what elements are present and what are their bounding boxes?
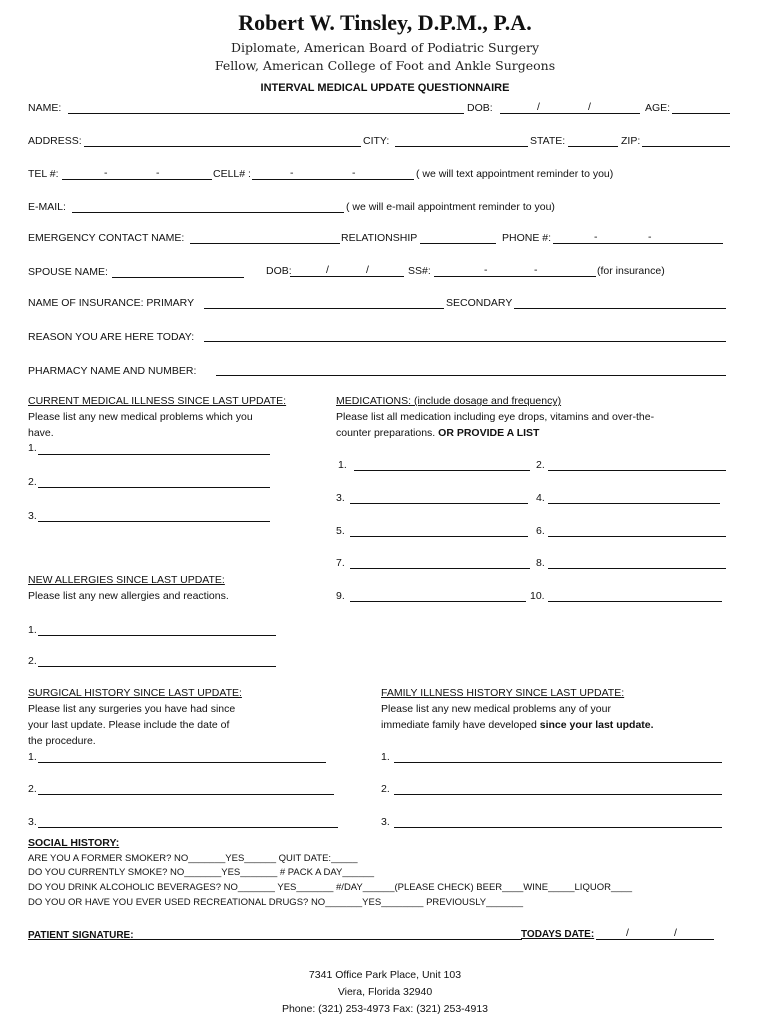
ss-label: SS#:: [408, 265, 431, 277]
relationship-input[interactable]: [420, 243, 496, 244]
spouse-name-input[interactable]: [112, 277, 244, 278]
form-title: INTERVAL MEDICAL UPDATE QUESTIONNAIRE: [260, 82, 510, 94]
allergies-instructions: Please list any new allergies and reactions.: [28, 590, 229, 602]
cell-label: CELL# :: [213, 168, 251, 180]
medications-instructions-2: [336, 427, 539, 440]
illness-input-3[interactable]: [38, 521, 270, 522]
family-num-2: 2.: [381, 783, 390, 795]
allergy-input-2[interactable]: [38, 666, 276, 667]
family-instructions-2-text: immediate family have developed: [381, 719, 537, 731]
primary-insurance-input[interactable]: [204, 308, 444, 309]
allergy-input-1[interactable]: [38, 635, 276, 636]
pharmacy-label: PHARMACY NAME AND NUMBER:: [28, 365, 197, 377]
doctor-name: Robert W. Tinsley, D.P.M., P.A.: [238, 10, 532, 35]
name-label: NAME:: [28, 102, 62, 114]
relationship-label: RELATIONSHIP: [341, 232, 418, 244]
insurance-note: (for insurance): [597, 265, 665, 277]
illness-input-2[interactable]: [38, 487, 270, 488]
name-input[interactable]: [68, 113, 464, 114]
text-reminder-note: ( we will text appointment reminder to you): [416, 168, 614, 180]
cell-dash-2: -: [352, 167, 356, 179]
phone-label: PHONE #:: [502, 232, 552, 244]
med-input-6[interactable]: [548, 536, 726, 537]
phone-dash-1: -: [594, 231, 598, 243]
family-history-title: FAMILY ILLNESS HISTORY SINCE LAST UPDATE:: [381, 687, 625, 699]
header-fellow: Fellow, American College of Foot and Ankle Surgeons: [214, 58, 556, 73]
cell-dash-1: -: [290, 167, 294, 179]
med-input-5[interactable]: [350, 536, 528, 537]
primary-insurance-label: NAME OF INSURANCE: PRIMARY: [28, 297, 195, 309]
tel-input[interactable]: [62, 179, 212, 180]
dob-slash-1: /: [537, 101, 540, 113]
illness-num-3: 3.: [28, 510, 37, 522]
med-num-8: 8.: [536, 557, 545, 569]
illness-input-1[interactable]: [38, 454, 270, 455]
med-num-4: 4.: [536, 492, 545, 504]
surgical-input-3[interactable]: [38, 827, 338, 828]
reason-label: REASON YOU ARE HERE TODAY:: [28, 331, 195, 343]
surgical-instructions-1: Please list any surgeries you have had since: [28, 703, 236, 715]
date-slash-2: /: [674, 927, 677, 939]
emergency-contact-input[interactable]: [190, 243, 340, 244]
surgical-num-1: 1.: [28, 751, 37, 763]
med-input-8[interactable]: [548, 568, 726, 569]
state-label: STATE:: [530, 135, 566, 147]
state-input[interactable]: [568, 146, 618, 147]
footer-address-1: 7341 Office Park Place, Unit 103: [308, 969, 462, 981]
allergies-title: NEW ALLERGIES SINCE LAST UPDATE:: [28, 574, 225, 586]
med-num-1: 1.: [338, 459, 347, 471]
med-input-10[interactable]: [548, 601, 722, 602]
med-input-3[interactable]: [350, 503, 528, 504]
family-input-3[interactable]: [394, 827, 722, 828]
surgical-input-2[interactable]: [38, 794, 334, 795]
todays-date-label: TODAYS DATE:: [521, 929, 595, 940]
med-num-7: 7.: [336, 557, 345, 569]
allergy-num-2: 2.: [28, 655, 37, 667]
signature-input[interactable]: [130, 939, 522, 940]
header-diplomate: Diplomate, American Board of Podiatric Surgery: [230, 40, 540, 55]
cell-input[interactable]: [252, 179, 414, 180]
age-label: AGE:: [645, 102, 671, 114]
family-instructions-1: Please list any new medical problems any of your: [381, 703, 611, 715]
medications-instructions-2-text: counter preparations.: [336, 427, 436, 439]
med-input-2[interactable]: [548, 470, 726, 471]
surgical-num-2: 2.: [28, 783, 37, 795]
tel-label: TEL #:: [28, 168, 59, 180]
family-instructions-2: [381, 719, 654, 732]
spouse-dob-input[interactable]: [290, 276, 404, 277]
surgical-input-1[interactable]: [38, 762, 326, 763]
current-illness-title: CURRENT MEDICAL ILLNESS SINCE LAST UPDATE:: [28, 395, 287, 407]
signature-label: PATIENT SIGNATURE:: [28, 930, 134, 941]
spouse-name-label: SPOUSE NAME:: [28, 266, 108, 278]
surgical-history-title: SURGICAL HISTORY SINCE LAST UPDATE:: [28, 687, 242, 699]
ss-input[interactable]: [434, 276, 596, 277]
alcohol-question: DO YOU DRINK ALCOHOLIC BEVERAGES? NO_______ YES_______ #/DAY______(PLEASE CHECK) BEER____WINE_____LIQUOR____: [28, 882, 633, 893]
family-num-1: 1.: [381, 751, 390, 763]
phone-input[interactable]: [553, 243, 723, 244]
phone-dash-2: -: [648, 231, 652, 243]
zip-label: ZIP:: [621, 135, 641, 147]
med-input-9[interactable]: [350, 601, 526, 602]
dob-input[interactable]: [500, 113, 640, 114]
family-num-3: 3.: [381, 816, 390, 828]
family-input-2[interactable]: [394, 794, 722, 795]
zip-input[interactable]: [642, 146, 730, 147]
address-label: ADDRESS:: [28, 135, 82, 147]
medications-title: MEDICATIONS: (include dosage and frequency): [336, 395, 562, 407]
med-input-7[interactable]: [350, 568, 530, 569]
illness-num-2: 2.: [28, 476, 37, 488]
surgical-num-3: 3.: [28, 816, 37, 828]
reason-input[interactable]: [204, 341, 726, 342]
medications-instructions-1: Please list all medication including eye drops, vitamins and over-the-: [336, 411, 655, 423]
email-input[interactable]: [72, 212, 344, 213]
city-input[interactable]: [395, 146, 528, 147]
med-num-9: 9.: [336, 590, 345, 602]
footer-contact: Phone: (321) 253-4973 Fax: (321) 253-4913: [281, 1003, 489, 1015]
email-label: E-MAIL:: [28, 201, 66, 213]
todays-date-input[interactable]: [596, 939, 714, 940]
tel-dash-2: -: [156, 167, 160, 179]
secondary-insurance-label: SECONDARY: [446, 297, 513, 309]
secondary-insurance-input[interactable]: [514, 308, 726, 309]
med-num-2: 2.: [536, 459, 545, 471]
med-input-1[interactable]: [354, 470, 530, 471]
med-num-5: 5.: [336, 525, 345, 537]
med-num-6: 6.: [536, 525, 545, 537]
current-smoker-question: DO YOU CURRENTLY SMOKE? NO_______YES_______ # PACK A DAY______: [28, 867, 375, 878]
current-illness-instructions-1: Please list any new medical problems which you: [28, 411, 253, 423]
family-since-last-update: since your last update.: [539, 719, 654, 731]
emergency-contact-label: EMERGENCY CONTACT NAME:: [28, 232, 185, 244]
med-input-4[interactable]: [548, 503, 720, 504]
former-smoker-question: ARE YOU A FORMER SMOKER? NO_______YES______ QUIT DATE:_____: [28, 853, 358, 864]
med-num-3: 3.: [336, 492, 345, 504]
footer-address-2: Viera, Florida 32940: [337, 986, 433, 998]
ss-dash-1: -: [484, 264, 488, 276]
dob-slash-2: /: [588, 101, 591, 113]
age-input[interactable]: [672, 113, 730, 114]
date-slash-1: /: [626, 927, 629, 939]
spouse-dob-label: DOB:: [266, 265, 292, 277]
surgical-instructions-2: your last update. Please include the date of: [28, 719, 230, 731]
ss-dash-2: -: [534, 264, 538, 276]
pharmacy-input[interactable]: [216, 375, 726, 376]
spouse-dob-slash-2: /: [366, 264, 369, 276]
surgical-instructions-3: the procedure.: [28, 735, 96, 747]
dob-label: DOB:: [467, 102, 493, 114]
illness-num-1: 1.: [28, 442, 37, 454]
email-reminder-note: ( we will e-mail appointment reminder to you): [346, 201, 555, 213]
tel-dash-1: -: [104, 167, 108, 179]
drugs-question: DO YOU OR HAVE YOU EVER USED RECREATIONAL DRUGS? NO_______YES________ PREVIOUSLY_______: [28, 897, 524, 908]
med-num-10: 10.: [530, 590, 545, 602]
family-input-1[interactable]: [394, 762, 722, 763]
social-history-title: SOCIAL HISTORY:: [28, 837, 120, 849]
address-input[interactable]: [84, 146, 361, 147]
medications-provide-list: OR PROVIDE A LIST: [438, 427, 540, 439]
allergy-num-1: 1.: [28, 624, 37, 636]
spouse-dob-slash-1: /: [326, 264, 329, 276]
city-label: CITY:: [363, 135, 390, 147]
current-illness-instructions-2: have.: [28, 427, 54, 439]
